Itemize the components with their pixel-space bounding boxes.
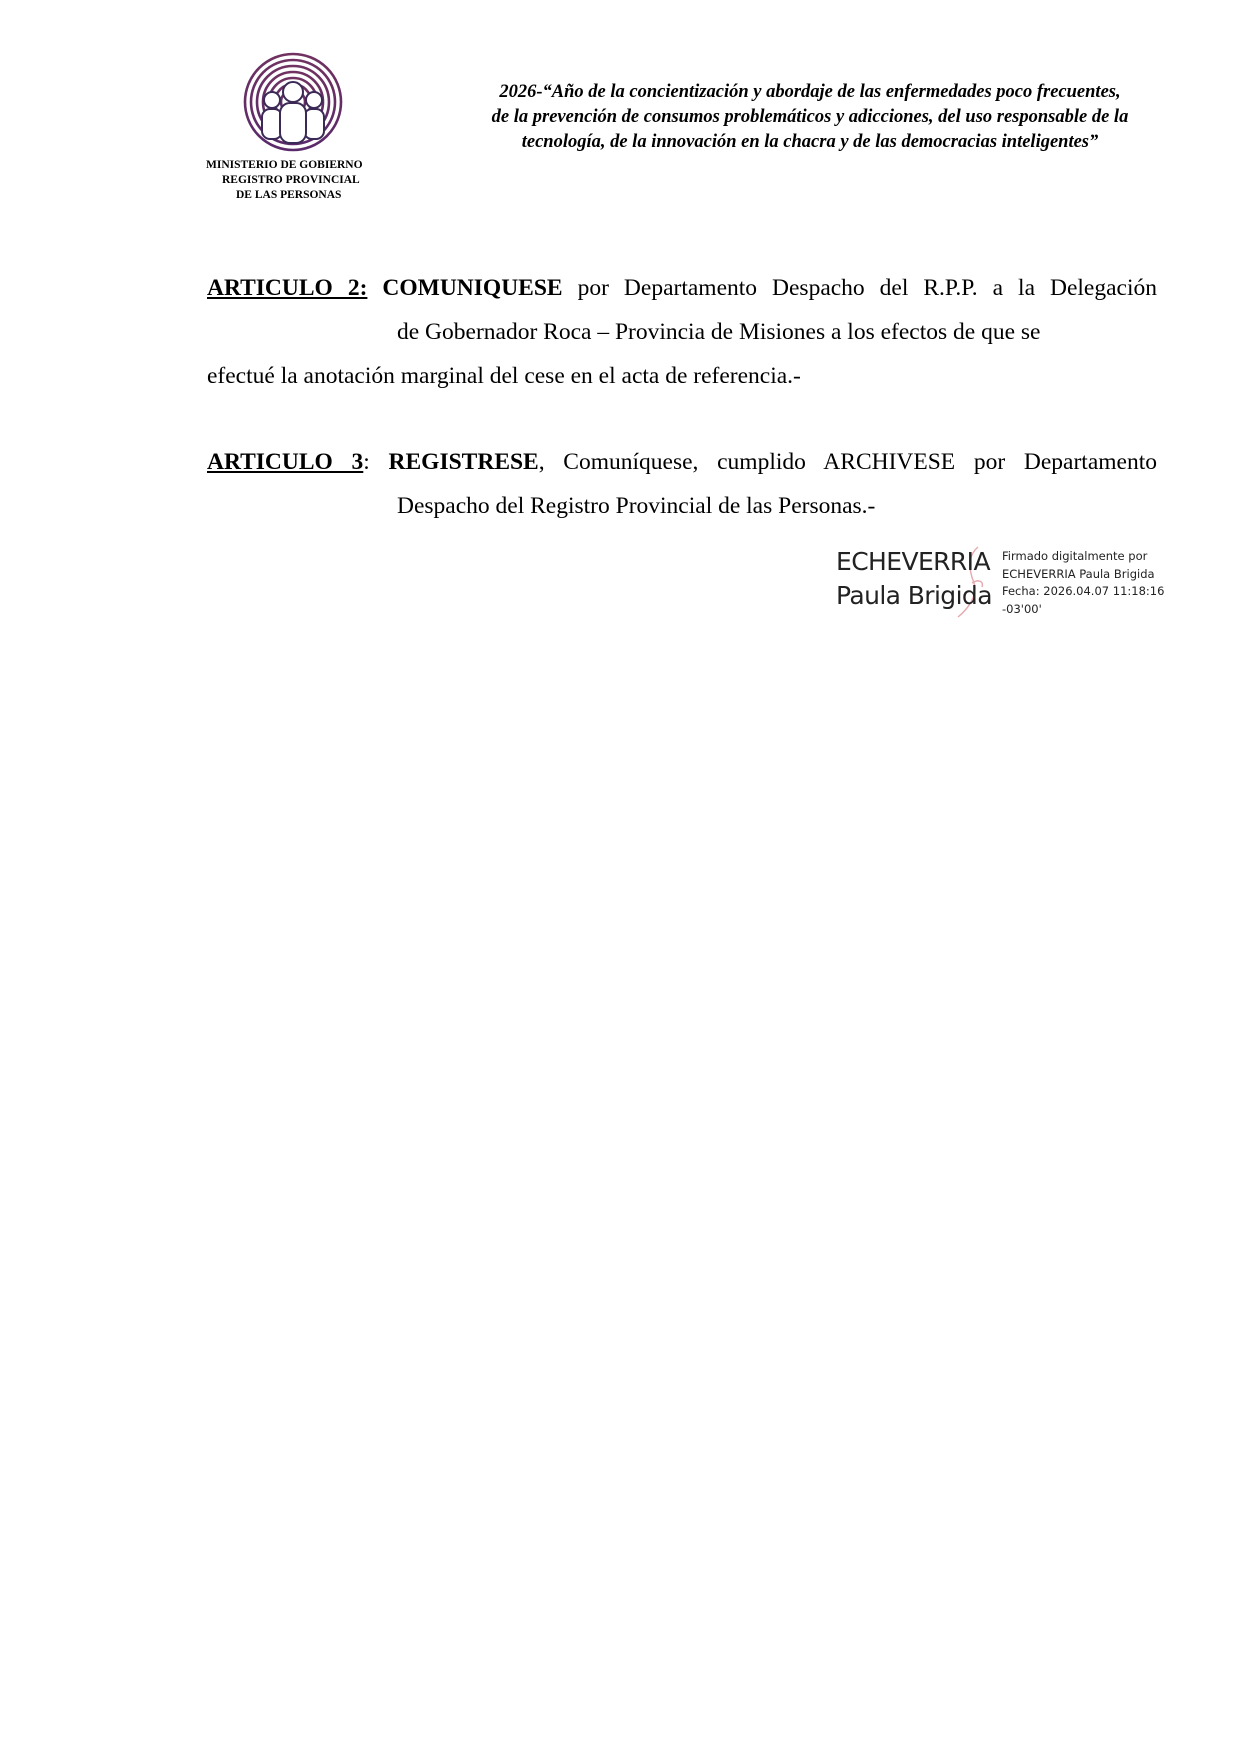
motto-line-1: 2026-“Año de la concientización y abordaje de las enfermedades poco frecuentes,	[499, 82, 1121, 102]
motto-line-3: tecnología, de la innovación en la chacra y de las democracias inteligentes”	[521, 132, 1099, 152]
signature-details	[1002, 548, 1164, 618]
org-line-ministry: MINISTERIO DE GOBIERNO	[206, 159, 363, 171]
article-3-colon: :	[363, 449, 370, 475]
signer-given-names: Paula Brigida	[836, 581, 992, 610]
article-3-line-2: Despacho del Registro Provincial de las Personas.-	[397, 493, 876, 519]
org-line-registry: REGISTRO PROVINCIAL	[222, 174, 360, 186]
fingerprint-people-logo	[240, 50, 346, 156]
signature-detail-line: Firmado digitalmente por	[1002, 549, 1148, 563]
article-2-keyword: COMUNIQUESE	[382, 275, 563, 301]
signature-date: Fecha: 2026.04.07 11:18:16	[1002, 584, 1165, 598]
article-3-label: ARTICULO 3	[207, 449, 364, 475]
article-3-keyword: REGISTRESE	[388, 449, 539, 475]
article-2-line-3: efectué la anotación marginal del cese en el acta de referencia.-	[207, 363, 801, 389]
article-3	[207, 440, 1157, 528]
article-2-line-1	[207, 266, 1157, 310]
signer-surname: ECHEVERRIA	[836, 547, 990, 576]
year-motto	[440, 80, 1180, 155]
digital-signature	[836, 545, 1166, 625]
issuing-organization	[190, 158, 390, 203]
org-line-persons: DE LAS PERSONAS	[236, 189, 342, 201]
motto-line-2: de la prevención de consumos problemáticos y adicciones, del uso responsable de la	[491, 107, 1129, 127]
signature-timezone: -03'00'	[1002, 601, 1042, 616]
article-2-text: por Departamento Despacho del R.P.P. a la Delegación	[577, 275, 1158, 301]
article-3-text: , Comuníquese, cumplido ARCHIVESE por Departamento	[538, 449, 1157, 475]
signature-detail-line: ECHEVERRIA Paula Brigida	[1002, 566, 1155, 581]
article-2-label: ARTICULO 2:	[207, 275, 368, 301]
article-3-line-1	[207, 440, 1157, 484]
article-2	[207, 266, 1157, 398]
signer-name	[836, 545, 992, 613]
article-2-line-2: de Gobernador Roca – Provincia de Misiones a los efectos de que se	[397, 319, 1041, 345]
